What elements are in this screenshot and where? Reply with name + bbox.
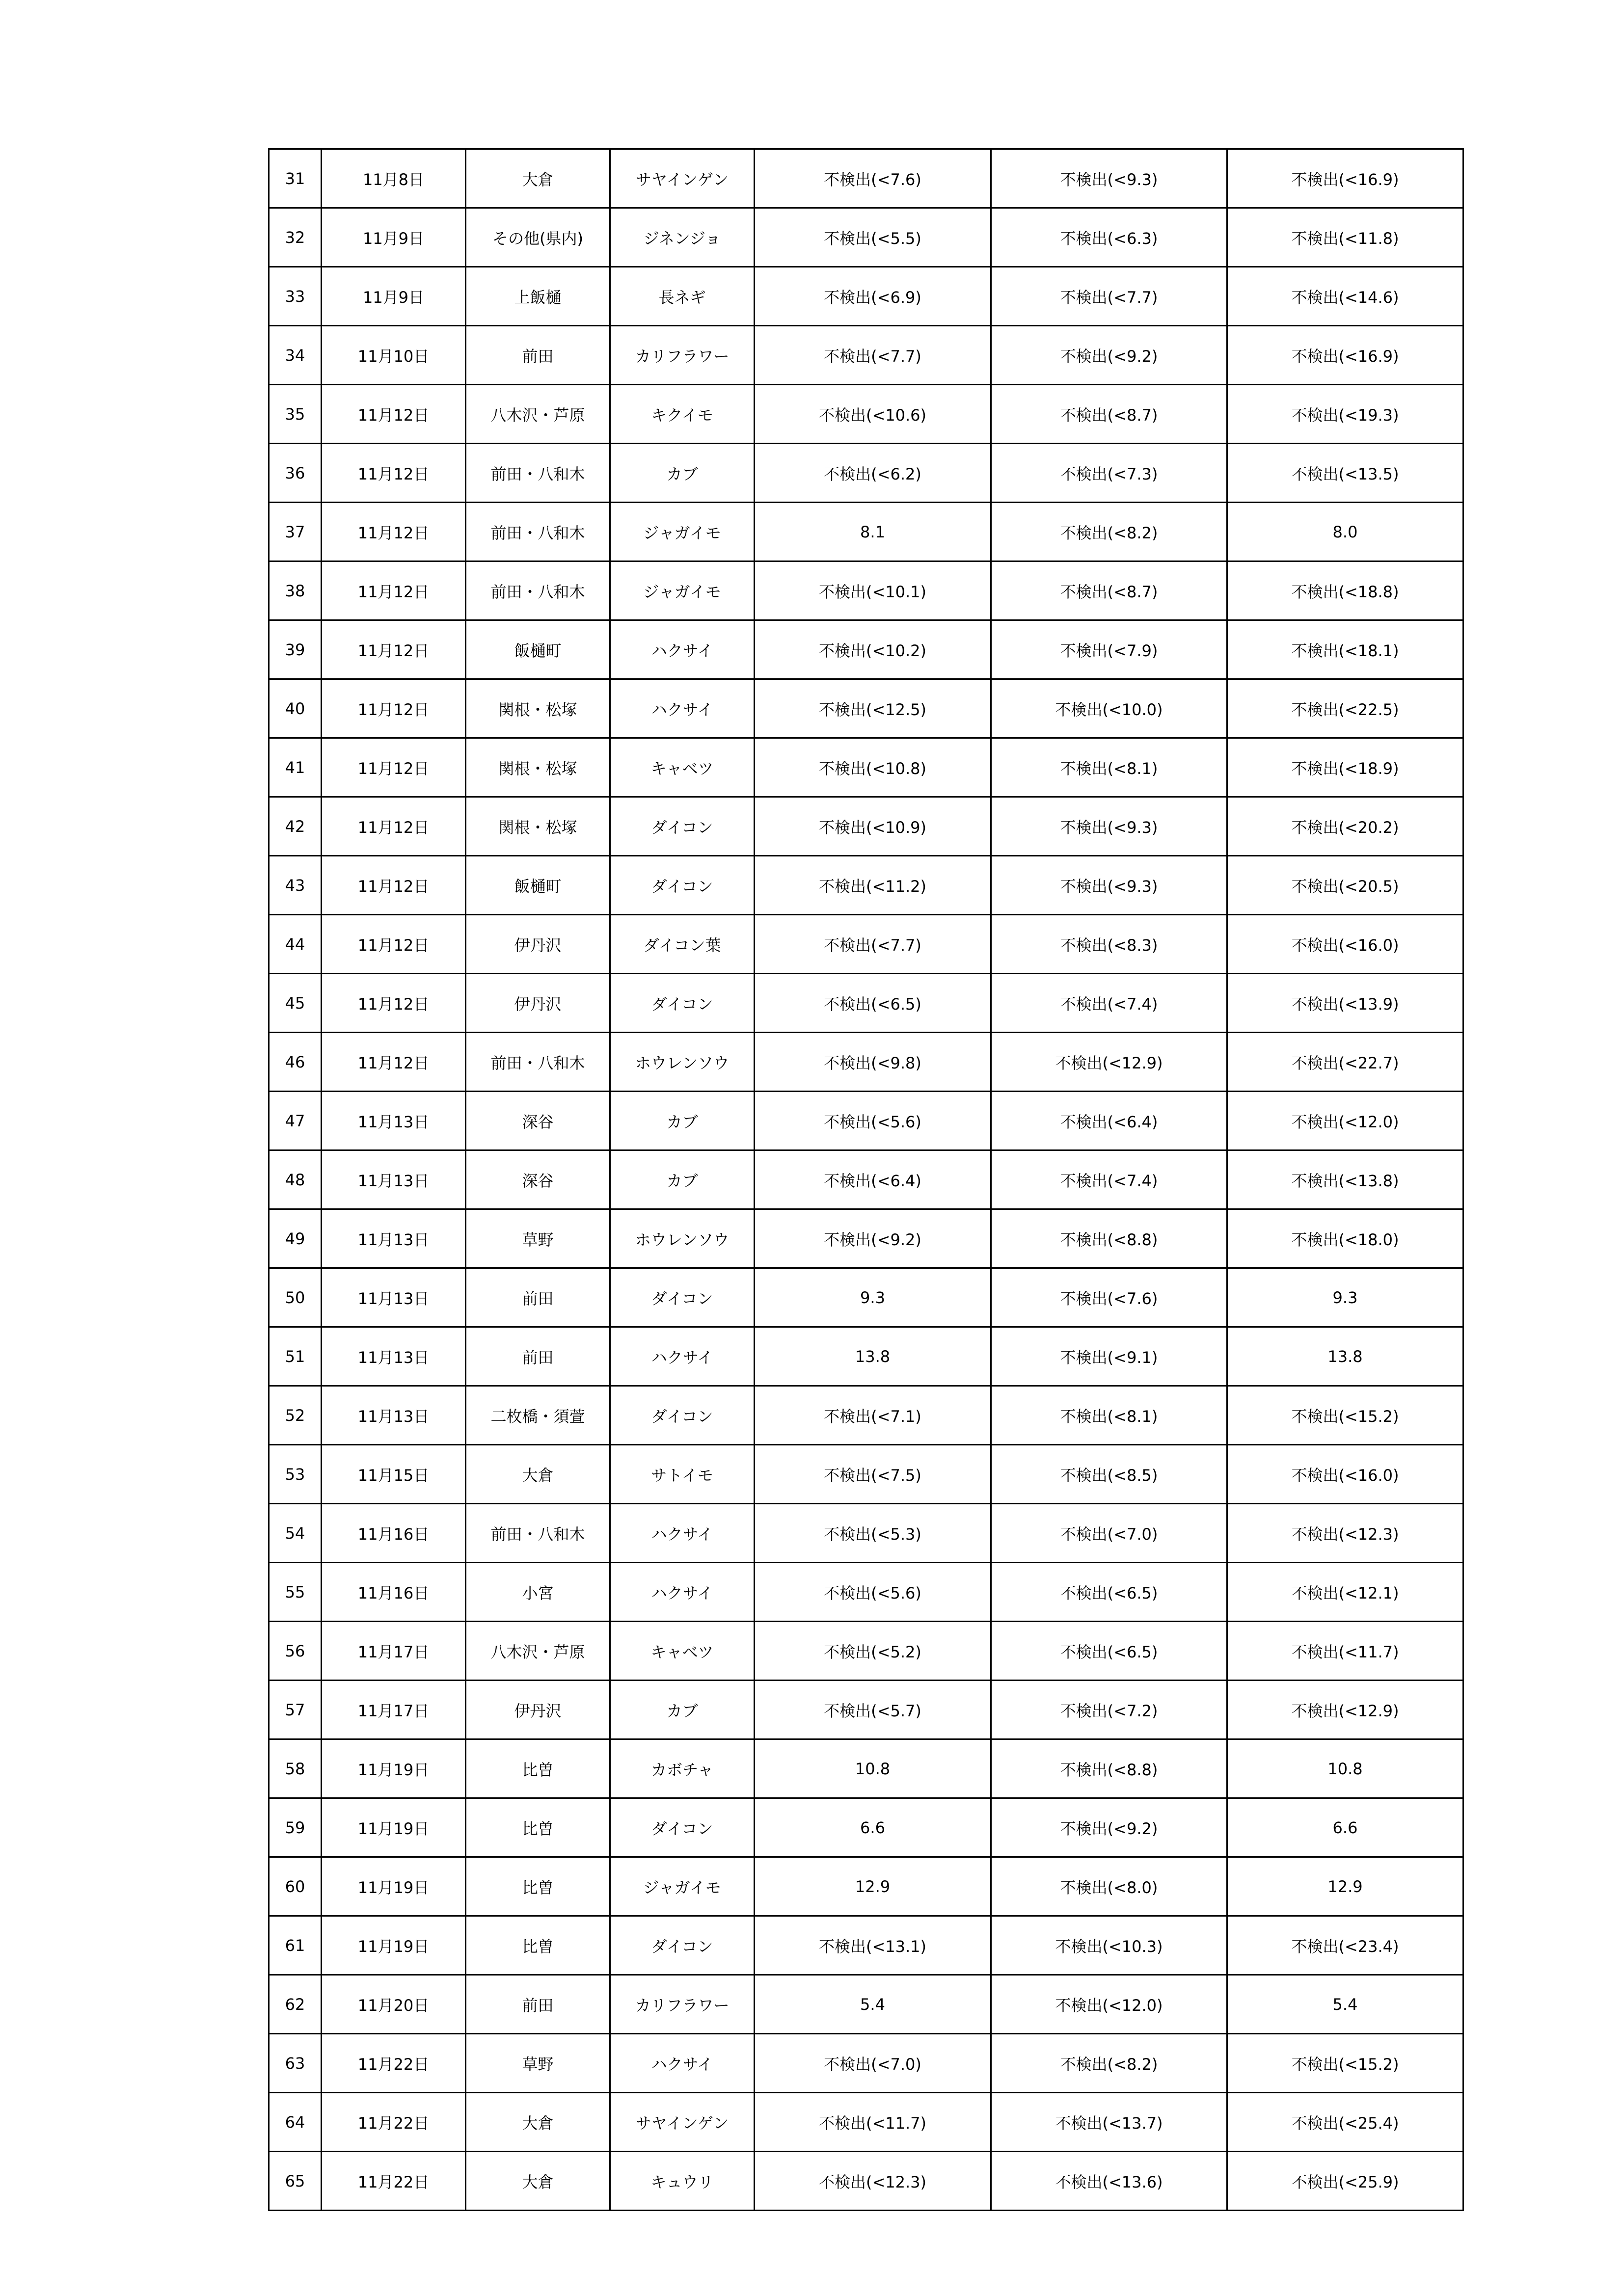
- sample-date-cell: 11月9日: [322, 267, 466, 326]
- item-cell: カリフラワー: [610, 326, 755, 385]
- value-1-cell: 不検出(<5.2): [755, 1622, 991, 1681]
- sample-date-cell: 11月10日: [322, 326, 466, 385]
- value-2-cell: 不検出(<10.0): [991, 679, 1227, 738]
- area-cell: 関根・松塚: [466, 679, 610, 738]
- table-row: [269, 1916, 1463, 1975]
- table-row: [269, 1150, 1463, 1209]
- sample-date-cell: 11月19日: [322, 1857, 466, 1916]
- sample-date-cell: 11月12日: [322, 797, 466, 856]
- table-row: [269, 1798, 1463, 1857]
- value-2-cell: 不検出(<7.7): [991, 267, 1227, 326]
- sample-date-cell: 11月13日: [322, 1092, 466, 1150]
- sample-date-cell: 11月13日: [322, 1150, 466, 1209]
- item-cell: ダイコン: [610, 856, 755, 915]
- area-cell: 関根・松塚: [466, 738, 610, 797]
- value-1-cell: 不検出(<12.5): [755, 679, 991, 738]
- area-cell: 二枚橋・須萱: [466, 1386, 610, 1445]
- value-3-cell: 不検出(<18.0): [1227, 1209, 1463, 1268]
- value-3-cell: 不検出(<22.5): [1227, 679, 1463, 738]
- sample-number-cell: 35: [269, 385, 322, 444]
- sample-number-cell: 49: [269, 1209, 322, 1268]
- sample-date-cell: 11月13日: [322, 1268, 466, 1327]
- sample-date-cell: 11月9日: [322, 208, 466, 267]
- value-1-cell: 不検出(<10.8): [755, 738, 991, 797]
- value-3-cell: 不検出(<16.9): [1227, 149, 1463, 208]
- table-row: [269, 1563, 1463, 1622]
- area-cell: 比曽: [466, 1916, 610, 1975]
- sample-date-cell: 11月12日: [322, 385, 466, 444]
- value-1-cell: 不検出(<10.2): [755, 620, 991, 679]
- value-2-cell: 不検出(<8.8): [991, 1209, 1227, 1268]
- area-cell: 前田・八和木: [466, 561, 610, 620]
- item-cell: ハクサイ: [610, 2034, 755, 2093]
- item-cell: カブ: [610, 1092, 755, 1150]
- item-cell: ハクサイ: [610, 679, 755, 738]
- sample-number-cell: 54: [269, 1504, 322, 1563]
- value-3-cell: 不検出(<12.9): [1227, 1681, 1463, 1739]
- value-3-cell: 不検出(<25.9): [1227, 2152, 1463, 2211]
- value-1-cell: 不検出(<11.2): [755, 856, 991, 915]
- sample-date-cell: 11月17日: [322, 1681, 466, 1739]
- value-1-cell: 不検出(<7.0): [755, 2034, 991, 2093]
- table-row: [269, 1504, 1463, 1563]
- value-3-cell: 不検出(<19.3): [1227, 385, 1463, 444]
- item-cell: ハクサイ: [610, 1563, 755, 1622]
- area-cell: 草野: [466, 1209, 610, 1268]
- sample-number-cell: 61: [269, 1916, 322, 1975]
- area-cell: 大倉: [466, 149, 610, 208]
- sample-number-cell: 52: [269, 1386, 322, 1445]
- area-cell: 比曽: [466, 1798, 610, 1857]
- sample-number-cell: 34: [269, 326, 322, 385]
- item-cell: ダイコン: [610, 1386, 755, 1445]
- results-sheet: [268, 148, 1462, 2211]
- area-cell: 前田: [466, 326, 610, 385]
- item-cell: サヤインゲン: [610, 149, 755, 208]
- value-2-cell: 不検出(<13.6): [991, 2152, 1227, 2211]
- table-row: [269, 1268, 1463, 1327]
- value-3-cell: 不検出(<13.8): [1227, 1150, 1463, 1209]
- area-cell: 大倉: [466, 2093, 610, 2152]
- area-cell: 飯樋町: [466, 620, 610, 679]
- item-cell: カブ: [610, 1150, 755, 1209]
- table-row: [269, 797, 1463, 856]
- sample-number-cell: 33: [269, 267, 322, 326]
- value-3-cell: 不検出(<22.7): [1227, 1033, 1463, 1092]
- sample-date-cell: 11月12日: [322, 974, 466, 1033]
- sample-date-cell: 11月15日: [322, 1445, 466, 1504]
- value-2-cell: 不検出(<7.6): [991, 1268, 1227, 1327]
- sample-number-cell: 60: [269, 1857, 322, 1916]
- sample-date-cell: 11月12日: [322, 444, 466, 503]
- value-1-cell: 9.3: [755, 1268, 991, 1327]
- area-cell: 八木沢・芦原: [466, 385, 610, 444]
- sample-number-cell: 42: [269, 797, 322, 856]
- value-2-cell: 不検出(<8.2): [991, 503, 1227, 561]
- table-row: [269, 444, 1463, 503]
- inspection-results-table: [268, 148, 1464, 2211]
- value-2-cell: 不検出(<6.4): [991, 1092, 1227, 1150]
- area-cell: 伊丹沢: [466, 974, 610, 1033]
- sample-date-cell: 11月13日: [322, 1209, 466, 1268]
- value-2-cell: 不検出(<8.0): [991, 1857, 1227, 1916]
- value-3-cell: 不検出(<13.9): [1227, 974, 1463, 1033]
- value-2-cell: 不検出(<9.2): [991, 1798, 1227, 1857]
- sample-date-cell: 11月22日: [322, 2093, 466, 2152]
- value-3-cell: 不検出(<18.8): [1227, 561, 1463, 620]
- area-cell: 関根・松塚: [466, 797, 610, 856]
- value-1-cell: 不検出(<9.8): [755, 1033, 991, 1092]
- sample-number-cell: 59: [269, 1798, 322, 1857]
- value-3-cell: 10.8: [1227, 1739, 1463, 1798]
- table-row: [269, 856, 1463, 915]
- table-row: [269, 1622, 1463, 1681]
- item-cell: ホウレンソウ: [610, 1033, 755, 1092]
- value-2-cell: 不検出(<9.2): [991, 326, 1227, 385]
- area-cell: 前田・八和木: [466, 503, 610, 561]
- value-2-cell: 不検出(<8.8): [991, 1739, 1227, 1798]
- table-row: [269, 2034, 1463, 2093]
- table-row: [269, 2093, 1463, 2152]
- value-1-cell: 不検出(<5.6): [755, 1092, 991, 1150]
- item-cell: 長ネギ: [610, 267, 755, 326]
- value-1-cell: 不検出(<12.3): [755, 2152, 991, 2211]
- sample-date-cell: 11月12日: [322, 738, 466, 797]
- value-3-cell: 不検出(<20.5): [1227, 856, 1463, 915]
- value-2-cell: 不検出(<7.4): [991, 974, 1227, 1033]
- value-1-cell: 不検出(<7.7): [755, 326, 991, 385]
- table-row: [269, 503, 1463, 561]
- sample-number-cell: 37: [269, 503, 322, 561]
- item-cell: ハクサイ: [610, 1504, 755, 1563]
- sample-number-cell: 43: [269, 856, 322, 915]
- value-3-cell: 13.8: [1227, 1327, 1463, 1386]
- table-row: [269, 1975, 1463, 2034]
- sample-date-cell: 11月12日: [322, 503, 466, 561]
- value-1-cell: 8.1: [755, 503, 991, 561]
- area-cell: 前田・八和木: [466, 444, 610, 503]
- sample-number-cell: 44: [269, 915, 322, 974]
- value-2-cell: 不検出(<8.1): [991, 1386, 1227, 1445]
- item-cell: カボチャ: [610, 1739, 755, 1798]
- value-3-cell: 不検出(<16.0): [1227, 915, 1463, 974]
- table-row: [269, 1033, 1463, 1092]
- value-1-cell: 不検出(<7.1): [755, 1386, 991, 1445]
- sample-number-cell: 40: [269, 679, 322, 738]
- value-3-cell: 不検出(<15.2): [1227, 1386, 1463, 1445]
- value-2-cell: 不検出(<9.3): [991, 797, 1227, 856]
- sample-date-cell: 11月12日: [322, 620, 466, 679]
- value-2-cell: 不検出(<13.7): [991, 2093, 1227, 2152]
- item-cell: キャベツ: [610, 738, 755, 797]
- item-cell: キュウリ: [610, 2152, 755, 2211]
- value-3-cell: 不検出(<16.9): [1227, 326, 1463, 385]
- item-cell: カブ: [610, 444, 755, 503]
- value-2-cell: 不検出(<8.5): [991, 1445, 1227, 1504]
- sample-number-cell: 36: [269, 444, 322, 503]
- item-cell: ホウレンソウ: [610, 1209, 755, 1268]
- area-cell: 前田・八和木: [466, 1504, 610, 1563]
- value-2-cell: 不検出(<9.3): [991, 149, 1227, 208]
- table-row: [269, 1445, 1463, 1504]
- item-cell: ダイコン: [610, 797, 755, 856]
- sample-date-cell: 11月19日: [322, 1739, 466, 1798]
- value-2-cell: 不検出(<6.5): [991, 1622, 1227, 1681]
- table-row: [269, 915, 1463, 974]
- item-cell: キクイモ: [610, 385, 755, 444]
- sample-date-cell: 11月8日: [322, 149, 466, 208]
- item-cell: ジャガイモ: [610, 503, 755, 561]
- sample-date-cell: 11月12日: [322, 1033, 466, 1092]
- value-1-cell: 12.9: [755, 1857, 991, 1916]
- area-cell: 比曽: [466, 1739, 610, 1798]
- sample-date-cell: 11月12日: [322, 679, 466, 738]
- area-cell: 大倉: [466, 2152, 610, 2211]
- value-3-cell: 不検出(<11.8): [1227, 208, 1463, 267]
- sample-date-cell: 11月19日: [322, 1916, 466, 1975]
- sample-date-cell: 11月17日: [322, 1622, 466, 1681]
- sample-date-cell: 11月22日: [322, 2034, 466, 2093]
- sample-number-cell: 64: [269, 2093, 322, 2152]
- sample-number-cell: 50: [269, 1268, 322, 1327]
- sample-number-cell: 63: [269, 2034, 322, 2093]
- item-cell: ダイコン: [610, 974, 755, 1033]
- table-row: [269, 267, 1463, 326]
- item-cell: サヤインゲン: [610, 2093, 755, 2152]
- value-1-cell: 不検出(<10.9): [755, 797, 991, 856]
- sample-number-cell: 32: [269, 208, 322, 267]
- table-row: [269, 561, 1463, 620]
- value-1-cell: 5.4: [755, 1975, 991, 2034]
- area-cell: 深谷: [466, 1092, 610, 1150]
- sample-number-cell: 46: [269, 1033, 322, 1092]
- value-2-cell: 不検出(<8.1): [991, 738, 1227, 797]
- sample-number-cell: 53: [269, 1445, 322, 1504]
- value-3-cell: 不検出(<18.1): [1227, 620, 1463, 679]
- area-cell: 八木沢・芦原: [466, 1622, 610, 1681]
- value-1-cell: 不検出(<7.5): [755, 1445, 991, 1504]
- table-row: [269, 2152, 1463, 2211]
- value-1-cell: 不検出(<5.3): [755, 1504, 991, 1563]
- sample-date-cell: 11月13日: [322, 1386, 466, 1445]
- area-cell: 小宮: [466, 1563, 610, 1622]
- sample-date-cell: 11月16日: [322, 1563, 466, 1622]
- value-1-cell: 不検出(<10.6): [755, 385, 991, 444]
- value-3-cell: 不検出(<16.0): [1227, 1445, 1463, 1504]
- value-1-cell: 不検出(<5.5): [755, 208, 991, 267]
- item-cell: ダイコン葉: [610, 915, 755, 974]
- area-cell: 前田: [466, 1975, 610, 2034]
- table-row: [269, 1209, 1463, 1268]
- sample-number-cell: 58: [269, 1739, 322, 1798]
- value-1-cell: 不検出(<6.2): [755, 444, 991, 503]
- item-cell: ジネンジョ: [610, 208, 755, 267]
- value-2-cell: 不検出(<7.3): [991, 444, 1227, 503]
- area-cell: 草野: [466, 2034, 610, 2093]
- value-1-cell: 6.6: [755, 1798, 991, 1857]
- table-row: [269, 326, 1463, 385]
- sample-number-cell: 31: [269, 149, 322, 208]
- value-2-cell: 不検出(<6.3): [991, 208, 1227, 267]
- item-cell: ジャガイモ: [610, 1857, 755, 1916]
- sample-date-cell: 11月13日: [322, 1327, 466, 1386]
- item-cell: ハクサイ: [610, 620, 755, 679]
- value-3-cell: 不検出(<14.6): [1227, 267, 1463, 326]
- value-3-cell: 不検出(<18.9): [1227, 738, 1463, 797]
- sample-number-cell: 62: [269, 1975, 322, 2034]
- area-cell: 上飯樋: [466, 267, 610, 326]
- value-2-cell: 不検出(<8.7): [991, 385, 1227, 444]
- value-1-cell: 不検出(<7.6): [755, 149, 991, 208]
- area-cell: 前田: [466, 1327, 610, 1386]
- value-3-cell: 12.9: [1227, 1857, 1463, 1916]
- sample-number-cell: 56: [269, 1622, 322, 1681]
- sample-number-cell: 41: [269, 738, 322, 797]
- area-cell: その他(県内): [466, 208, 610, 267]
- value-2-cell: 不検出(<8.2): [991, 2034, 1227, 2093]
- value-3-cell: 9.3: [1227, 1268, 1463, 1327]
- value-2-cell: 不検出(<8.3): [991, 915, 1227, 974]
- results-table-body: [269, 149, 1463, 2211]
- value-3-cell: 5.4: [1227, 1975, 1463, 2034]
- sample-number-cell: 55: [269, 1563, 322, 1622]
- value-1-cell: 不検出(<7.7): [755, 915, 991, 974]
- value-1-cell: 不検出(<6.4): [755, 1150, 991, 1209]
- sample-number-cell: 45: [269, 974, 322, 1033]
- value-1-cell: 13.8: [755, 1327, 991, 1386]
- value-1-cell: 不検出(<9.2): [755, 1209, 991, 1268]
- item-cell: ダイコン: [610, 1268, 755, 1327]
- table-row: [269, 974, 1463, 1033]
- item-cell: ダイコン: [610, 1798, 755, 1857]
- value-2-cell: 不検出(<8.7): [991, 561, 1227, 620]
- value-1-cell: 不検出(<11.7): [755, 2093, 991, 2152]
- table-row: [269, 1092, 1463, 1150]
- sample-number-cell: 38: [269, 561, 322, 620]
- area-cell: 深谷: [466, 1150, 610, 1209]
- value-2-cell: 不検出(<12.9): [991, 1033, 1227, 1092]
- table-row: [269, 149, 1463, 208]
- sample-number-cell: 65: [269, 2152, 322, 2211]
- table-row: [269, 385, 1463, 444]
- table-row: [269, 738, 1463, 797]
- table-row: [269, 620, 1463, 679]
- table-row: [269, 1327, 1463, 1386]
- value-2-cell: 不検出(<9.3): [991, 856, 1227, 915]
- value-1-cell: 10.8: [755, 1739, 991, 1798]
- sample-number-cell: 48: [269, 1150, 322, 1209]
- sample-number-cell: 39: [269, 620, 322, 679]
- area-cell: 前田: [466, 1268, 610, 1327]
- item-cell: ダイコン: [610, 1916, 755, 1975]
- sample-date-cell: 11月20日: [322, 1975, 466, 2034]
- value-2-cell: 不検出(<7.4): [991, 1150, 1227, 1209]
- item-cell: ハクサイ: [610, 1327, 755, 1386]
- value-2-cell: 不検出(<7.0): [991, 1504, 1227, 1563]
- item-cell: ジャガイモ: [610, 561, 755, 620]
- value-3-cell: 不検出(<25.4): [1227, 2093, 1463, 2152]
- value-2-cell: 不検出(<12.0): [991, 1975, 1227, 2034]
- sample-date-cell: 11月12日: [322, 915, 466, 974]
- sample-number-cell: 47: [269, 1092, 322, 1150]
- value-1-cell: 不検出(<5.6): [755, 1563, 991, 1622]
- value-3-cell: 8.0: [1227, 503, 1463, 561]
- sample-date-cell: 11月12日: [322, 561, 466, 620]
- value-2-cell: 不検出(<7.9): [991, 620, 1227, 679]
- value-2-cell: 不検出(<9.1): [991, 1327, 1227, 1386]
- table-row: [269, 1739, 1463, 1798]
- area-cell: 伊丹沢: [466, 915, 610, 974]
- item-cell: サトイモ: [610, 1445, 755, 1504]
- area-cell: 伊丹沢: [466, 1681, 610, 1739]
- area-cell: 大倉: [466, 1445, 610, 1504]
- value-3-cell: 不検出(<13.5): [1227, 444, 1463, 503]
- area-cell: 前田・八和木: [466, 1033, 610, 1092]
- value-2-cell: 不検出(<6.5): [991, 1563, 1227, 1622]
- value-3-cell: 不検出(<11.7): [1227, 1622, 1463, 1681]
- sample-date-cell: 11月16日: [322, 1504, 466, 1563]
- sample-number-cell: 57: [269, 1681, 322, 1739]
- sample-date-cell: 11月12日: [322, 856, 466, 915]
- table-row: [269, 679, 1463, 738]
- table-row: [269, 1681, 1463, 1739]
- value-3-cell: 不検出(<23.4): [1227, 1916, 1463, 1975]
- sample-date-cell: 11月22日: [322, 2152, 466, 2211]
- value-1-cell: 不検出(<6.5): [755, 974, 991, 1033]
- table-row: [269, 208, 1463, 267]
- value-3-cell: 不検出(<20.2): [1227, 797, 1463, 856]
- value-3-cell: 6.6: [1227, 1798, 1463, 1857]
- area-cell: 飯樋町: [466, 856, 610, 915]
- value-2-cell: 不検出(<7.2): [991, 1681, 1227, 1739]
- value-1-cell: 不検出(<5.7): [755, 1681, 991, 1739]
- item-cell: カブ: [610, 1681, 755, 1739]
- value-1-cell: 不検出(<6.9): [755, 267, 991, 326]
- sample-number-cell: 51: [269, 1327, 322, 1386]
- table-row: [269, 1386, 1463, 1445]
- value-2-cell: 不検出(<10.3): [991, 1916, 1227, 1975]
- value-3-cell: 不検出(<15.2): [1227, 2034, 1463, 2093]
- value-1-cell: 不検出(<13.1): [755, 1916, 991, 1975]
- value-1-cell: 不検出(<10.1): [755, 561, 991, 620]
- value-3-cell: 不検出(<12.1): [1227, 1563, 1463, 1622]
- area-cell: 比曽: [466, 1857, 610, 1916]
- value-3-cell: 不検出(<12.3): [1227, 1504, 1463, 1563]
- item-cell: カリフラワー: [610, 1975, 755, 2034]
- sample-date-cell: 11月19日: [322, 1798, 466, 1857]
- table-row: [269, 1857, 1463, 1916]
- item-cell: キャベツ: [610, 1622, 755, 1681]
- value-3-cell: 不検出(<12.0): [1227, 1092, 1463, 1150]
